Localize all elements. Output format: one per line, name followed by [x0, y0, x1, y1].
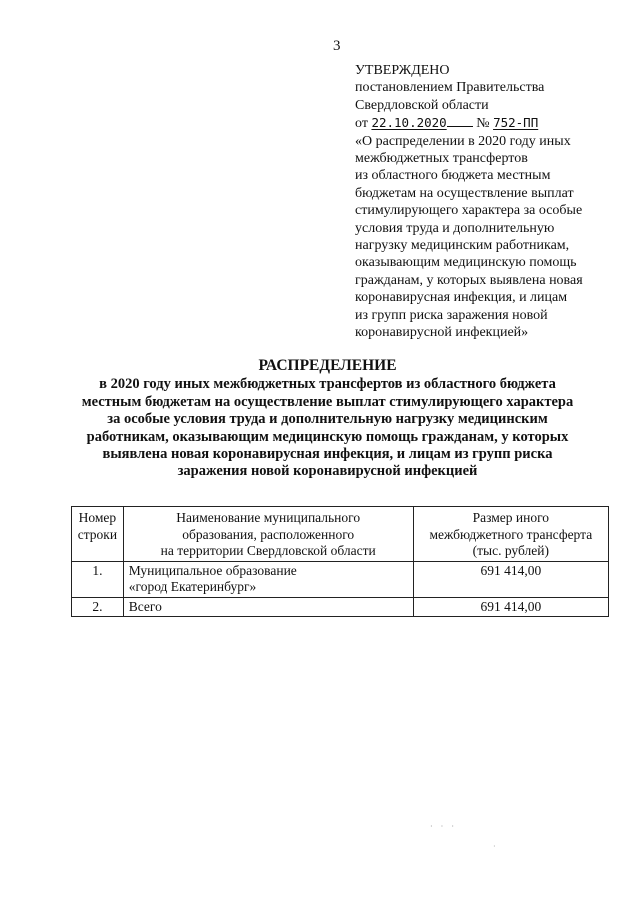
header-text: Номер [78, 510, 117, 525]
number-prefix: № [476, 116, 490, 132]
heading-line: выявлена новая коронавирусная инфекция, и лицам из групп риска [102, 446, 553, 463]
approval-title-line: гражданам, у которых выявлена новая [355, 272, 583, 288]
row-amount: 691 414,00 [413, 597, 608, 617]
approval-title-line: стимулирующего характера за особые [355, 203, 583, 219]
approval-title-line: коронавирусная инфекция, и лицам [355, 290, 568, 306]
table-row [72, 597, 609, 617]
header-name [123, 507, 413, 562]
header-text: межбюджетного трансферта [429, 526, 593, 542]
table-row [72, 561, 609, 597]
header-text: строки [77, 526, 118, 542]
header-text: (тыс. рублей) [472, 543, 549, 558]
page-number: 3 [333, 38, 341, 54]
header-number [72, 507, 124, 562]
approval-title-line: из групп риска заражения новой [355, 307, 548, 323]
header-text: на территории Свердловской области [160, 543, 376, 558]
heading-line: в 2020 году иных межбюджетных трансфертов из областного бюджета [99, 376, 556, 393]
document-heading [60, 357, 595, 481]
row-number: 2. [72, 597, 124, 617]
approval-title-line: межбюджетных трансфертов [355, 151, 528, 167]
approval-title-line: коронавирусной инфекцией» [355, 325, 529, 341]
approval-line-2: Свердловской области [355, 97, 489, 113]
approval-block [355, 62, 625, 342]
row-name-text: Всего [128, 598, 162, 614]
heading-line: работникам, оказывающим медицинскую помощь гражданам, у которых [86, 428, 569, 445]
heading-line: заражения новой коронавирусной инфекцией [177, 463, 478, 480]
heading-line: местным бюджетам на осуществление выплат стимулирующего характера [81, 393, 574, 410]
approval-date-line [355, 114, 625, 132]
heading-line: за особые условия труда и дополнительную нагрузку медицинским [107, 411, 548, 428]
distribution-table [71, 506, 609, 617]
approval-title-line: «О распределении в 2020 году иных [355, 133, 571, 149]
date-prefix: от [355, 116, 368, 132]
approval-line-1: постановлением Правительства [355, 80, 545, 96]
header-text: Размер иного [472, 510, 550, 525]
row-name-text: «город Екатеринбург» [128, 579, 257, 594]
row-name [123, 561, 413, 597]
approval-title-line: условия труда и дополнительную [355, 220, 555, 236]
scan-specks: · · · [430, 822, 457, 831]
row-name-text: Муниципальное образование [128, 562, 297, 578]
header-amount [413, 507, 608, 562]
approval-title-line: бюджетам на осуществление выплат [355, 185, 574, 201]
scan-specks: · [493, 842, 496, 851]
table-header-row [72, 507, 609, 562]
approval-title-line: из областного бюджета местным [355, 168, 551, 184]
approval-date: 22.10.2020 [371, 115, 447, 131]
date-underline [447, 115, 473, 127]
approval-heading: УТВЕРЖДЕНО [355, 63, 450, 78]
approval-title-line: нагрузку медицинским работникам, [355, 238, 570, 254]
row-number: 1. [72, 561, 124, 597]
row-name [123, 597, 413, 617]
header-text: Наименование муниципального [176, 510, 361, 525]
approval-number: 752-ПП [493, 115, 539, 131]
header-text: образования, расположенного [182, 526, 355, 542]
row-amount: 691 414,00 [413, 561, 608, 597]
document-title: РАСПРЕДЕЛЕНИЕ [258, 357, 397, 374]
approval-title-line: оказывающим медицинскую помощь [355, 255, 577, 271]
